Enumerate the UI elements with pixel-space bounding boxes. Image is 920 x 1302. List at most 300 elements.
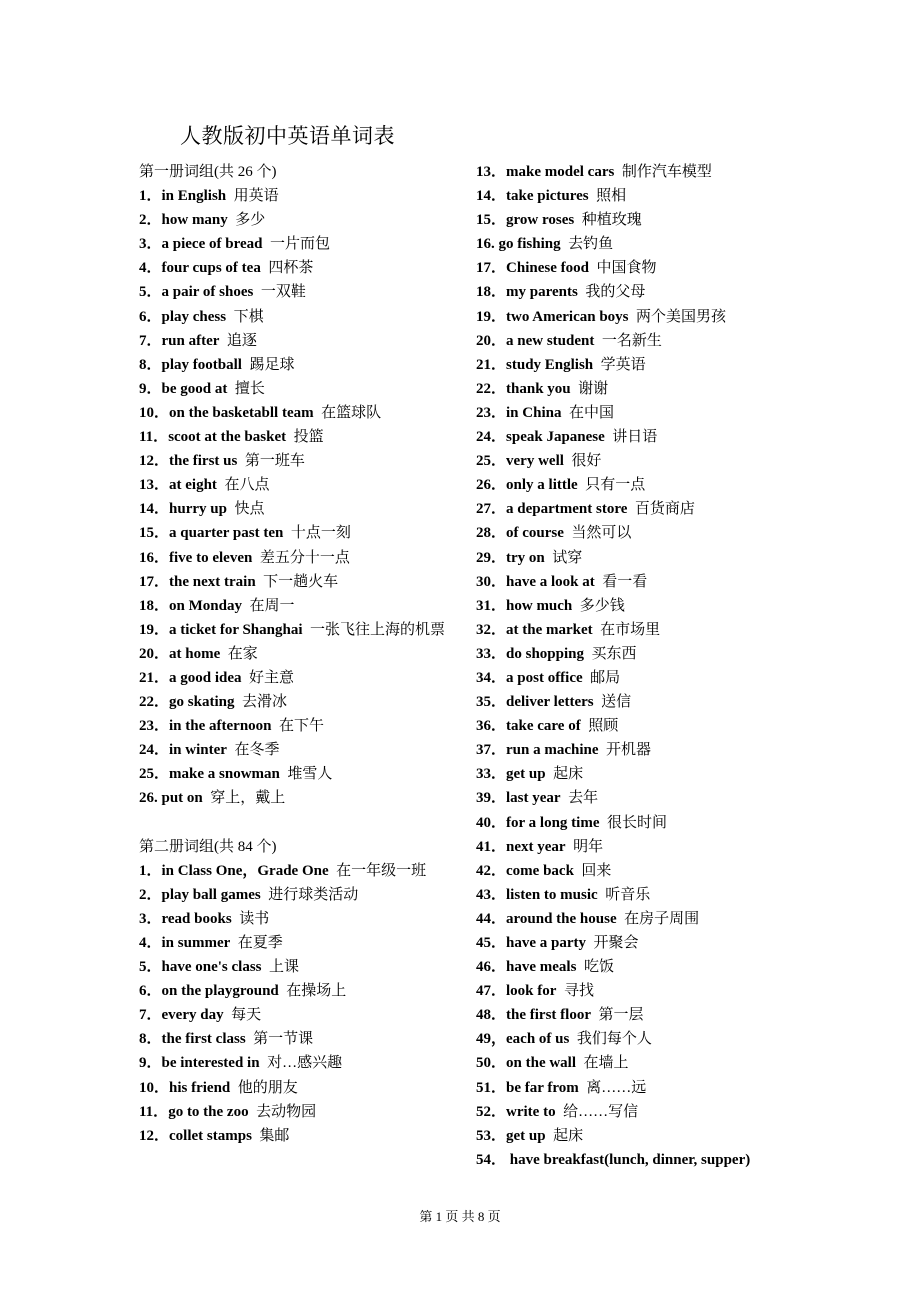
vocab-item: [139, 666, 457, 690]
item-chinese: 一双鞋: [260, 284, 306, 301]
item-chinese: 看一看: [602, 573, 648, 590]
item-number: 2．: [139, 212, 162, 229]
item-number: 14．: [139, 501, 170, 518]
item-english: run after: [161, 332, 220, 349]
vocab-item: [476, 859, 806, 883]
item-number: 23．: [139, 718, 170, 735]
item-chinese: 一张飞往上海的机票: [310, 621, 446, 638]
item-english: on Monday: [169, 597, 242, 614]
item-chinese: 快点: [234, 501, 265, 518]
item-number: 14．: [476, 188, 507, 205]
item-chinese: 投篮: [293, 429, 324, 446]
item-number: 10．: [139, 1079, 170, 1096]
item-english: study English: [506, 356, 594, 373]
item-number: 24．: [139, 742, 170, 759]
item-chinese: 四杯茶: [268, 260, 314, 277]
vocab-item: [139, 305, 457, 329]
vocab-item: [476, 594, 806, 618]
item-english: make model cars: [506, 164, 615, 180]
item-english: listen to music: [506, 886, 598, 903]
item-chinese: 去动物园: [256, 1103, 317, 1120]
item-number: 41．: [476, 838, 507, 855]
item-number: 45．: [476, 935, 507, 951]
item-number: 18．: [139, 597, 170, 614]
item-chinese: 在房子周围: [624, 910, 700, 927]
item-english: in English: [161, 188, 227, 205]
vocab-item: [476, 425, 806, 449]
item-number: 16．: [139, 549, 170, 566]
item-english: look for: [506, 983, 557, 1000]
vocab-item: [476, 160, 806, 184]
item-chinese: 多少钱: [579, 597, 625, 614]
item-chinese: 上课: [269, 959, 300, 976]
item-number: 8．: [139, 1031, 162, 1048]
item-english: in Class One，Grade One: [161, 862, 329, 879]
item-english: get up: [506, 1127, 546, 1144]
item-english: a good idea: [169, 669, 242, 686]
item-number: 12．: [139, 1127, 170, 1144]
item-number: 5．: [139, 959, 162, 976]
vocab-item: [139, 979, 457, 1003]
item-chinese: 差五分十一点: [259, 549, 350, 566]
vocab-item: [476, 1100, 806, 1124]
item-english: go skating: [169, 694, 235, 711]
item-number: 40．: [476, 814, 507, 831]
vocab-item: [139, 208, 457, 232]
vocab-item: [139, 425, 457, 449]
item-english: very well: [506, 453, 564, 470]
vocab-item: [476, 546, 806, 570]
vocab-item: [139, 401, 457, 425]
item-chinese: 百货商店: [634, 501, 695, 518]
item-english: read books: [161, 910, 232, 927]
vocab-item: [139, 329, 457, 353]
item-chinese: 我的父母: [585, 284, 646, 301]
item-number: 33．: [476, 766, 507, 783]
item-english: at home: [169, 645, 221, 662]
vocab-item: [139, 1051, 457, 1075]
item-english: be far from: [506, 1079, 579, 1096]
item-chinese: 在一年级一班: [336, 862, 427, 879]
vocab-item: [139, 1124, 457, 1148]
item-number: 51．: [476, 1079, 507, 1096]
vocab-item: [139, 353, 457, 377]
vocab-item: [476, 955, 806, 979]
vocab-item: [139, 714, 457, 738]
vocab-item: [476, 280, 806, 304]
item-english: scoot at the basket: [168, 429, 287, 446]
item-english: try on: [506, 549, 545, 566]
item-number: 34．: [476, 669, 507, 686]
page-title: 人教版初中英语单词表: [180, 124, 395, 148]
item-chinese: 在冬季: [234, 742, 280, 759]
item-number: 1．: [139, 862, 162, 879]
item-number: 7．: [139, 332, 162, 349]
item-english: do shopping: [506, 645, 584, 662]
vocab-item: [139, 642, 457, 666]
vocab-item: [139, 497, 457, 521]
vocab-item: [139, 449, 457, 473]
item-chinese: 第一层: [598, 1007, 644, 1024]
item-english: get up: [506, 766, 546, 783]
item-chinese: 很好: [571, 453, 602, 470]
item-chinese: 听音乐: [605, 886, 651, 903]
vocab-item: [139, 859, 457, 883]
item-english: his friend: [169, 1079, 231, 1096]
vocab-item: [139, 931, 457, 955]
item-english: the first us: [169, 453, 238, 470]
item-chinese: 回来: [581, 862, 612, 879]
item-chinese: 当然可以: [571, 525, 632, 542]
item-chinese: 给……写信: [563, 1103, 639, 1120]
item-number: 53．: [476, 1127, 507, 1144]
vocab-item: [476, 883, 806, 907]
item-number: 3．: [139, 236, 162, 253]
item-english: play football: [161, 356, 242, 373]
vocab-item: [476, 811, 806, 835]
item-number: 31．: [476, 597, 507, 614]
item-chinese: 十点一刻: [290, 525, 351, 542]
item-chinese: 第一班车: [244, 453, 305, 470]
item-number: 7．: [139, 1007, 162, 1024]
item-number: 13．: [139, 477, 170, 494]
item-english: put on: [161, 790, 203, 807]
item-english: come back: [506, 862, 574, 879]
vocab-item: [476, 1148, 806, 1172]
item-english: for a long time: [506, 814, 600, 831]
item-number: 9．: [139, 1055, 162, 1072]
item-chinese: 堆雪人: [287, 766, 333, 783]
item-number: 32．: [476, 621, 507, 638]
item-english: go to the zoo: [168, 1103, 249, 1120]
item-english: be interested in: [161, 1055, 260, 1072]
item-number: 11．: [139, 1103, 169, 1120]
vocab-item: [139, 184, 457, 208]
vocab-item: [476, 521, 806, 545]
vocab-item: [139, 762, 457, 786]
item-number: 5．: [139, 284, 162, 301]
item-english: how many: [161, 212, 228, 229]
item-number: 18．: [476, 284, 507, 301]
item-number: 24．: [476, 429, 507, 446]
item-number: 25．: [476, 453, 507, 470]
vocab-item: [139, 546, 457, 570]
item-chinese: 在家: [227, 645, 258, 662]
vocab-item: [139, 232, 457, 256]
item-chinese: 踢足球: [249, 356, 295, 373]
item-number: 22．: [139, 694, 170, 711]
item-chinese: 开机器: [606, 742, 652, 759]
right-column: [476, 160, 806, 1172]
item-number: 4．: [139, 935, 162, 951]
item-chinese: 明年: [573, 838, 604, 855]
item-chinese: 他的朋友: [237, 1079, 298, 1096]
vocab-item: [139, 1027, 457, 1051]
item-chinese: 谢谢: [578, 380, 609, 397]
item-number: 15．: [476, 212, 507, 229]
item-number: 13．: [476, 164, 507, 180]
item-number: 21．: [476, 356, 507, 373]
item-number: 43．: [476, 886, 507, 903]
item-number: 1．: [139, 188, 162, 205]
item-chinese: 中国食物: [596, 260, 657, 277]
vocab-item: [476, 979, 806, 1003]
vocab-item: [476, 1124, 806, 1148]
vocab-item: [476, 377, 806, 401]
item-english: speak Japanese: [506, 429, 605, 446]
item-chinese: 对…感兴趣: [267, 1055, 343, 1072]
item-english: be good at: [161, 380, 228, 397]
item-chinese: 在操场上: [286, 983, 347, 1000]
vocab-item: [476, 256, 806, 280]
vocab-item: [476, 786, 806, 810]
vocab-item: [476, 184, 806, 208]
item-english: have one's class: [161, 959, 262, 976]
item-number: 20．: [476, 332, 507, 349]
item-english: Chinese food: [506, 260, 589, 277]
item-number: 6．: [139, 308, 162, 325]
vocab-item: [139, 618, 457, 642]
item-number: 35．: [476, 694, 507, 711]
item-chinese: 在墙上: [583, 1055, 629, 1072]
item-english: have breakfast(lunch, dinner, supper): [509, 1151, 751, 1168]
item-chinese: 一名新生: [601, 332, 662, 349]
item-english: write to: [506, 1103, 556, 1120]
item-number: 22．: [476, 380, 507, 397]
item-chinese: 在市场里: [600, 621, 661, 638]
vocab-item: [476, 1051, 806, 1075]
item-chinese: 离……远: [586, 1079, 647, 1096]
section-heading: 第一册词组(共 26 个): [139, 164, 277, 180]
vocab-item: [139, 1003, 457, 1027]
item-chinese: 学英语: [600, 356, 646, 373]
section-heading: 第二册词组(共 84 个): [139, 838, 277, 855]
item-chinese: 第一节课: [253, 1031, 314, 1048]
vocab-item: [139, 907, 457, 931]
item-number: 50．: [476, 1055, 507, 1072]
item-chinese: 买东西: [591, 645, 637, 662]
item-chinese: 集邮: [259, 1127, 290, 1144]
item-number: 23．: [476, 404, 507, 421]
left-column: [139, 160, 457, 1148]
item-english: in winter: [169, 742, 227, 759]
item-english: a quarter past ten: [169, 525, 284, 542]
item-english: last year: [506, 790, 561, 807]
vocab-item: [139, 738, 457, 762]
item-chinese: 去年: [568, 790, 599, 807]
item-english: two American boys: [506, 308, 629, 325]
item-chinese: 在夏季: [237, 935, 283, 951]
vocab-item: [476, 1003, 806, 1027]
vocab-item: [476, 618, 806, 642]
item-english: every day: [161, 1007, 224, 1024]
item-chinese: 下一趟火车: [263, 573, 339, 590]
item-english: play ball games: [161, 886, 261, 903]
item-english: at the market: [506, 621, 593, 638]
item-chinese: 两个美国男孩: [636, 308, 727, 325]
item-chinese: 制作汽车模型: [621, 164, 712, 180]
item-chinese: 读书: [239, 910, 270, 927]
item-chinese: 送信: [601, 694, 632, 711]
item-number: 3．: [139, 910, 162, 927]
item-number: 6．: [139, 983, 162, 1000]
item-chinese: 一片而包: [269, 236, 330, 253]
item-english: a department store: [506, 501, 628, 518]
item-number: 48．: [476, 1007, 507, 1024]
item-english: in China: [506, 404, 562, 421]
item-number: 46．: [476, 959, 507, 976]
item-chinese: 在下午: [279, 718, 325, 735]
item-chinese: 我们每个人: [576, 1031, 652, 1048]
item-english: next year: [506, 838, 566, 855]
item-chinese: 擅长: [234, 380, 265, 397]
item-number: 49，: [476, 1031, 507, 1048]
item-english: collet stamps: [169, 1127, 252, 1144]
item-english: have a look at: [506, 573, 595, 590]
item-chinese: 去钓鱼: [568, 236, 614, 253]
vocab-item: [476, 1027, 806, 1051]
item-english: a pair of shoes: [161, 284, 254, 301]
item-english: my parents: [506, 284, 578, 301]
item-english: have meals: [506, 959, 577, 976]
vocab-item: [476, 907, 806, 931]
item-english: take pictures: [506, 188, 589, 205]
vocab-item: [139, 955, 457, 979]
item-chinese: 照相: [596, 188, 627, 205]
item-english: on the wall: [506, 1055, 577, 1072]
item-chinese: 每天: [231, 1007, 262, 1024]
item-number: 30．: [476, 573, 507, 590]
item-number: 17．: [139, 573, 170, 590]
vocab-item: [476, 931, 806, 955]
item-chinese: 讲日语: [612, 429, 658, 446]
vocab-item: [476, 497, 806, 521]
vocab-item: [476, 714, 806, 738]
item-english: on the basketabll team: [169, 404, 314, 421]
item-english: grow roses: [506, 212, 575, 229]
item-number: 27．: [476, 501, 507, 518]
item-chinese: 进行球类活动: [268, 886, 359, 903]
item-chinese: 试穿: [552, 549, 583, 566]
vocab-item: [139, 1100, 457, 1124]
item-number: 29．: [476, 549, 507, 566]
item-number: 44．: [476, 910, 507, 927]
item-number: 25．: [139, 766, 170, 783]
item-number: 4．: [139, 260, 162, 277]
vocab-item: [139, 594, 457, 618]
vocab-item: [139, 570, 457, 594]
vocab-item: [476, 570, 806, 594]
item-number: 21．: [139, 669, 170, 686]
vocab-item: [476, 401, 806, 425]
item-number: 11．: [139, 429, 169, 446]
item-english: on the playground: [161, 983, 279, 1000]
item-number: 17．: [476, 260, 507, 277]
item-chinese: 在八点: [224, 477, 270, 494]
item-english: a piece of bread: [161, 236, 263, 253]
item-english: run a machine: [506, 742, 599, 759]
vocab-item: [139, 883, 457, 907]
item-number: 2．: [139, 886, 162, 903]
item-english: hurry up: [169, 501, 227, 518]
vocab-item: [476, 1076, 806, 1100]
item-chinese: 在周一: [249, 597, 295, 614]
item-number: 52．: [476, 1103, 507, 1120]
item-english: four cups of tea: [161, 260, 261, 277]
item-number: 36．: [476, 718, 507, 735]
item-chinese: 照顾: [588, 718, 619, 735]
item-number: 10．: [139, 404, 170, 421]
item-english: in the afternoon: [169, 718, 272, 735]
item-chinese: 在篮球队: [321, 404, 382, 421]
vocab-item: [139, 473, 457, 497]
vocab-item: [139, 690, 457, 714]
item-chinese: 起床: [553, 1127, 584, 1144]
item-chinese: 起床: [553, 766, 584, 783]
item-chinese: 穿上，戴上: [210, 790, 286, 807]
item-number: 12．: [139, 453, 170, 470]
item-number: 33．: [476, 645, 507, 662]
vocab-item: [476, 232, 806, 256]
item-chinese: 在中国: [568, 404, 614, 421]
vocab-item: [476, 473, 806, 497]
vocab-item: [476, 690, 806, 714]
item-number: 42．: [476, 862, 507, 879]
item-english: the next train: [169, 573, 256, 590]
item-chinese: 好主意: [249, 669, 295, 686]
item-english: how much: [506, 597, 573, 614]
item-chinese: 种植玫瑰: [581, 212, 642, 229]
item-chinese: 邮局: [590, 669, 621, 686]
item-number: 8．: [139, 356, 162, 373]
vocab-item: [476, 835, 806, 859]
item-english: five to eleven: [169, 549, 253, 566]
item-chinese: 开聚会: [593, 935, 639, 951]
vocab-item: [476, 642, 806, 666]
vocab-item: [139, 521, 457, 545]
item-english: in summer: [161, 935, 231, 951]
vocab-item: [476, 738, 806, 762]
item-number: 26．: [476, 477, 507, 494]
item-chinese: 追逐: [226, 332, 257, 349]
vocab-item: [139, 280, 457, 304]
item-english: each of us: [506, 1031, 570, 1048]
item-english: a new student: [506, 332, 595, 349]
item-english: the first floor: [506, 1007, 591, 1024]
item-chinese: 多少: [235, 212, 266, 229]
item-english: have a party: [506, 935, 587, 951]
item-english: around the house: [506, 910, 617, 927]
item-number: 37．: [476, 742, 507, 759]
item-chinese: 用英语: [233, 188, 279, 205]
item-english: the first class: [161, 1031, 246, 1048]
item-number: 16.: [476, 236, 499, 253]
item-english: only a little: [506, 477, 578, 494]
item-english: make a snowman: [169, 766, 280, 783]
vocab-item: [139, 786, 457, 810]
vocab-item: [139, 377, 457, 401]
item-english: at eight: [169, 477, 217, 494]
item-number: 9．: [139, 380, 162, 397]
vocab-item: [139, 1076, 457, 1100]
vocab-item: [139, 256, 457, 280]
item-number: 19．: [476, 308, 507, 325]
item-english: a ticket for Shanghai: [169, 621, 303, 638]
item-number: 15．: [139, 525, 170, 542]
item-chinese: 只有一点: [585, 477, 646, 494]
page-footer: 第 1 页 共 8 页: [419, 1209, 501, 1224]
item-english: play chess: [161, 308, 227, 325]
